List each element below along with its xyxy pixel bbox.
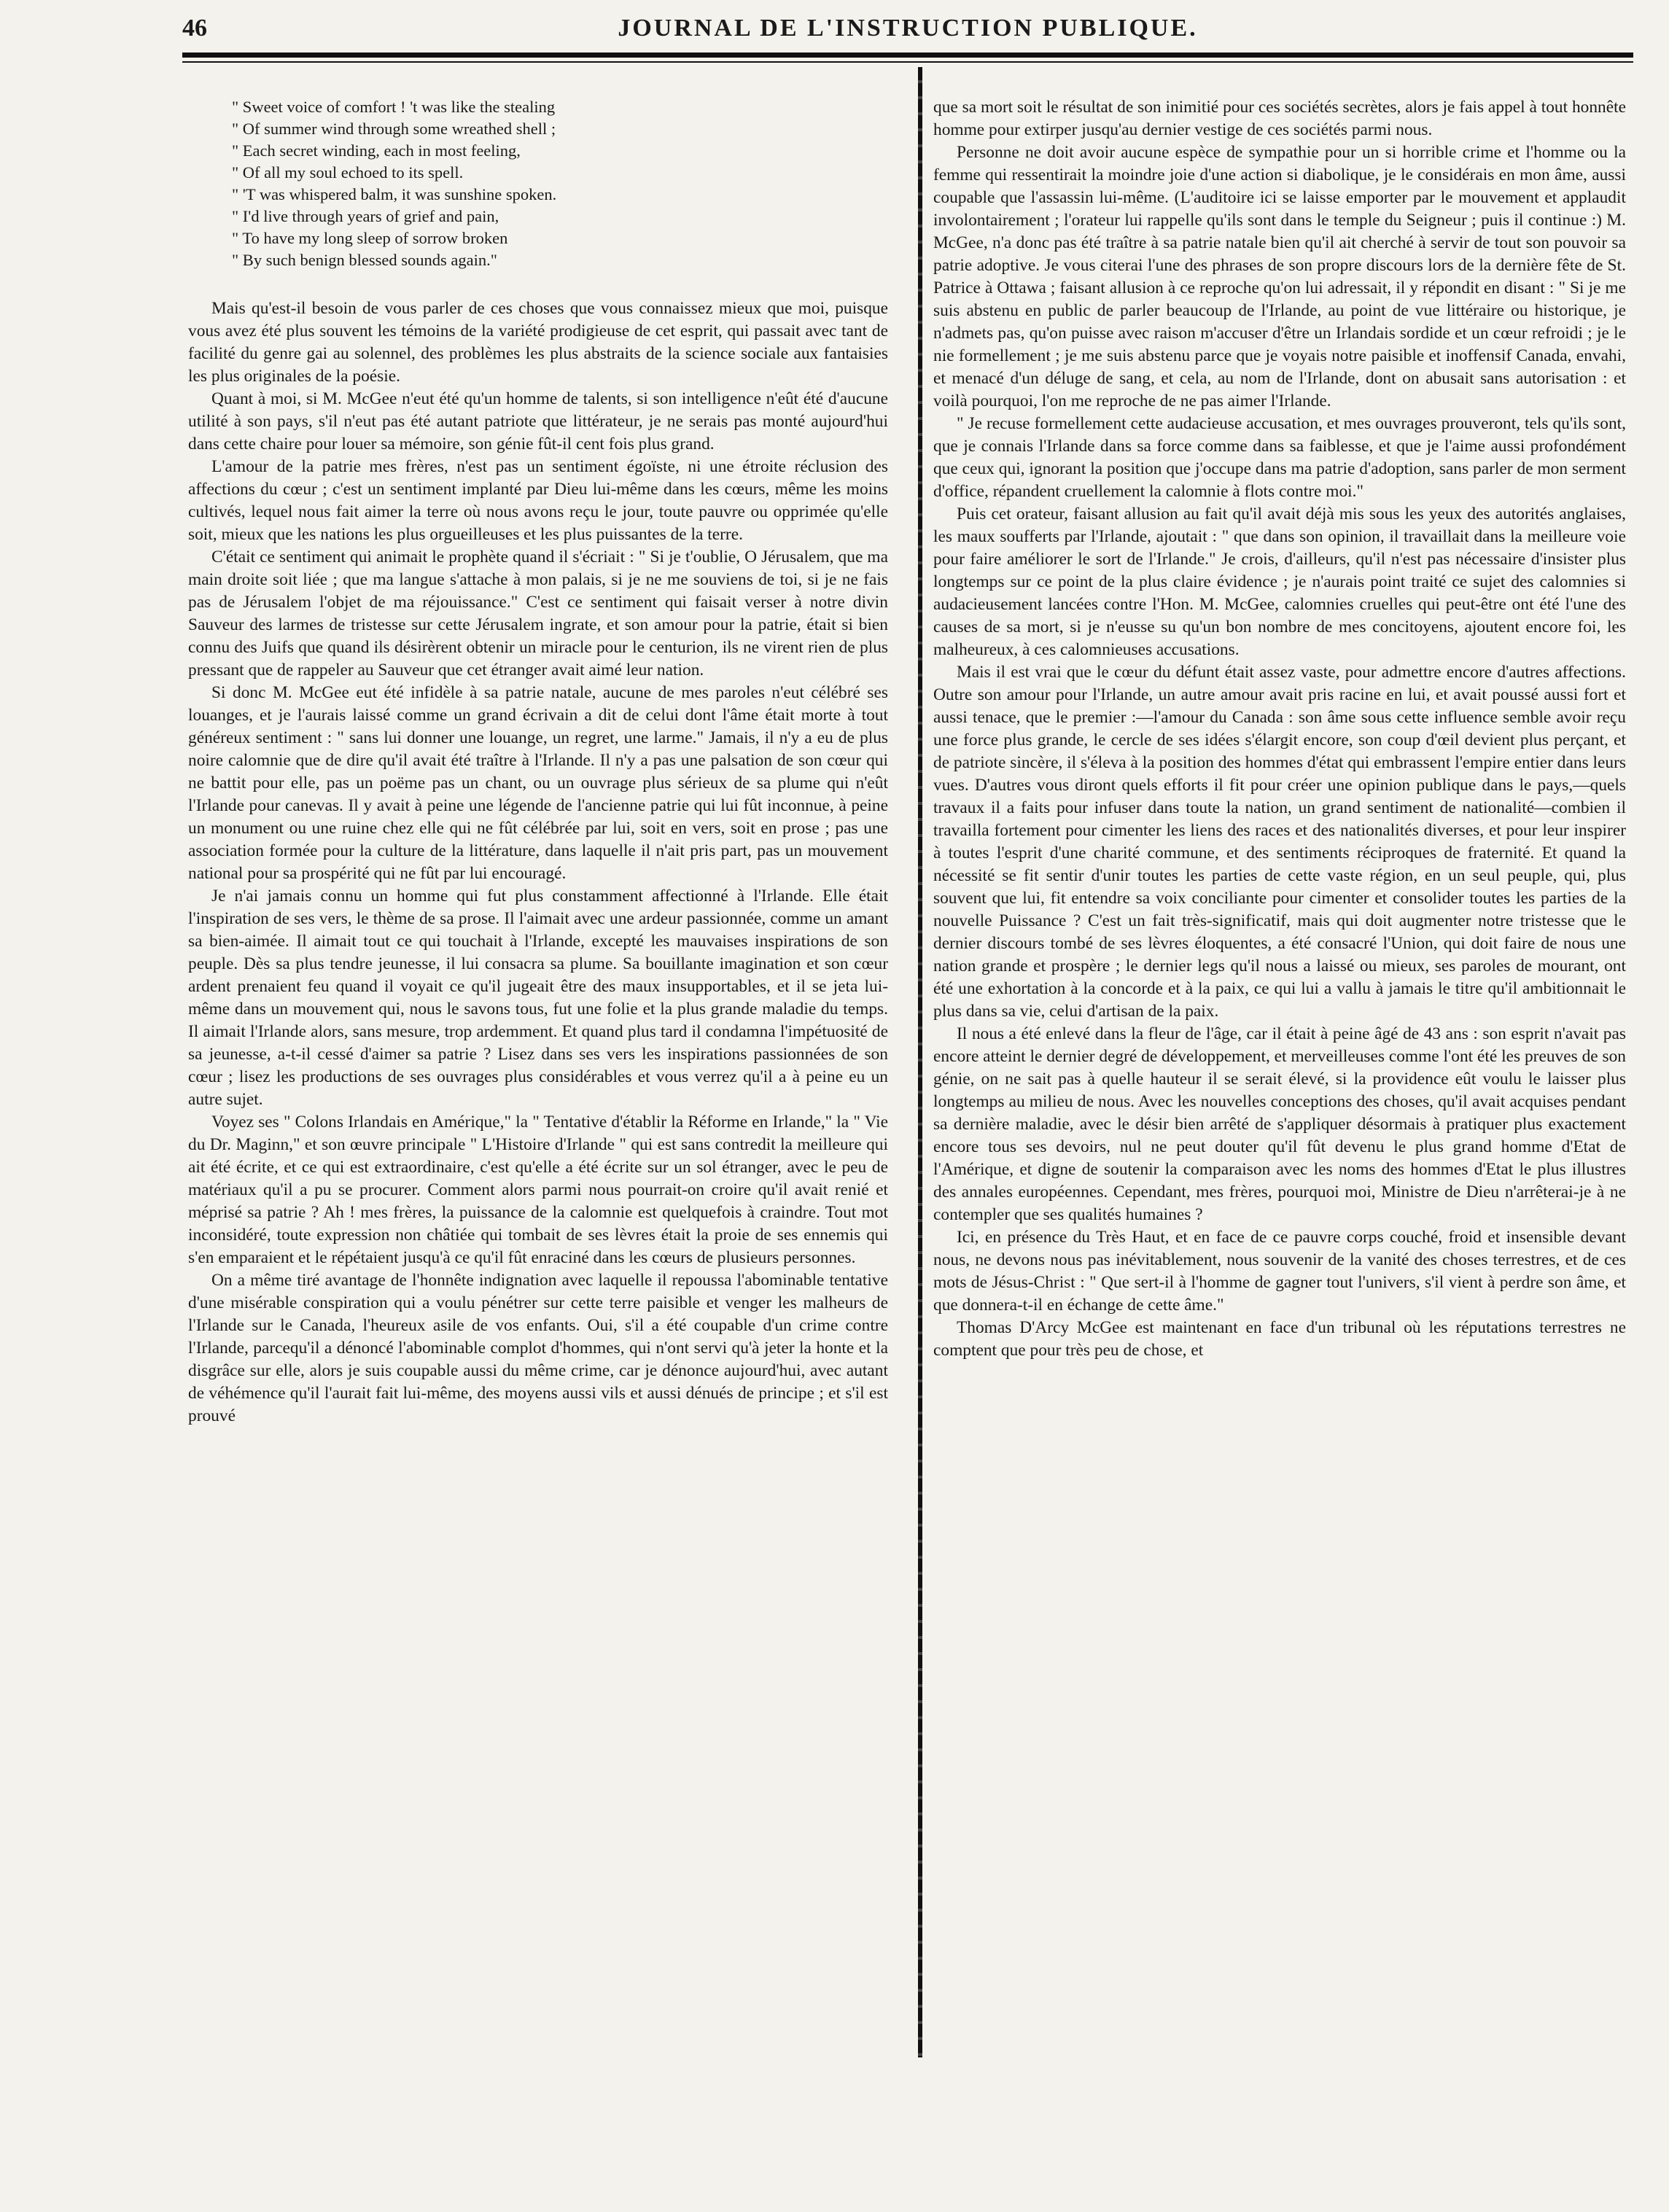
poem-quote <box>232 96 888 271</box>
poem-line: " To have my long sleep of sorrow broken <box>232 229 508 247</box>
column-divider <box>918 67 922 2057</box>
paragraph: Ici, en présence du Très Haut, et en face de ce pauvre corps couché, froid et insensible devant nous, ne devons nous pas inévitablement, nous souvenir de la vanité des choses terrestres, et de ces mots de Jésus-Christ : " Que sert-il à l'homme de gagner tout l'univers, s'il vient à perdre son âme, et que donnera-t-il en échange de cette âme." <box>933 1228 1626 1315</box>
poem-line: " I'd live through years of grief and pain, <box>232 207 499 225</box>
paragraph: Puis cet orateur, faisant allusion au fait qu'il avait déjà mis sous les yeux des autorités anglaises, les maux soufferts par l'Irlande, ajoutait : " que dans son opinion, il travaillait dans la meilleure voie pour faire améliorer le sort de l'Irlande." Je crois, d'ailleurs, qu'il n'est pas nécessaire d'insister plus longtemps sur ce point de la plus claire évidence ; je n'aurais point traité ce sujet des calomnies si audacieusement lancées contre l'Hon. M. McGee, calomnies cruelles qui peut-être ont été l'une des causes de sa mort, si je n'eusse su qu'un bon nombre de mes concitoyens, ajoutent encore foi, les malheureux, à ces calomnieuses accusations. <box>933 505 1626 659</box>
poem-line: " 'T was whispered balm, it was sunshine spoken. <box>232 185 557 203</box>
right-column <box>933 96 1626 1362</box>
paragraph: Il nous a été enlevé dans la fleur de l'âge, car il était à peine âgé de 43 ans : son esprit n'avait pas encore atteint le dernier degré de développement, et merveilleuses comme l'ont été les preuves de son génie, on ne sait pas à quelle hauteur il se serait élevé, si la providence eût voulu le laisser plus longtemps au milieu de nous. Avec les nouvelles conceptions des choses, qu'il avait acquises pendant sa dernière maladie, avec le désir bien arrêté de s'appliquer désormais à pratiquer plus exactement encore tous ses devoirs, nul ne peut douter qu'il fût devenu le plus grand homme d'Etat de l'Amérique, et digne de soutenir la comparaison avec les noms des hommes d'Etat le plus illustres des annales européennes. Cependant, mes frères, pourquoi moi, Ministre de Dieu n'arrêterai-je à ne contempler que ses qualités humaines ? <box>933 1024 1626 1224</box>
page-number: 46 <box>182 15 207 42</box>
poem-line: " Of summer wind through some wreathed shell ; <box>232 120 556 138</box>
paragraph: Voyez ses " Colons Irlandais en Amérique," la " Tentative d'établir la Réforme en Irlande," la " Vie du Dr. Maginn," et son œuvre principale " L'Histoire d'Irlande " qui est sans contredit la meilleure qui ait été écrite, et ce qui est extraordinaire, c'est qu'elle a été écrite sur un sol étranger, avec le peu de matériaux qu'il a pu se procurer. Comment alors parmi nous pourrait-on croire qu'il avait renié et méprisé sa patrie ? Ah ! mes frères, la puissance de la calomnie est quelquefois à craindre. Tout mot inconsidéré, toute expression non châtiée qui tombait de ses lèvres était la proie de ses ennemis qui s'en emparaient et le répétaient jusqu'à ce qu'il fût enraciné dans les cœurs de plusieurs personnes. <box>188 1113 888 1267</box>
poem-line: " Sweet voice of comfort ! 't was like the stealing <box>232 98 556 116</box>
paragraph-continued: que sa mort soit le résultat de son inimitié pour ces sociétés secrètes, alors je fais appel à tout honnête homme pour extirper jusqu'au dernier vestige de ces sociétés parmi nous. <box>933 98 1626 139</box>
poem-line: " Each secret winding, each in most feeling, <box>232 141 521 160</box>
poem-line: " By such benign blessed sounds again." <box>232 251 497 269</box>
header-rule-thick <box>182 52 1633 58</box>
poem-line: " Of all my soul echoed to its spell. <box>232 163 464 182</box>
paragraph: Mais il est vrai que le cœur du défunt était assez vaste, pour admettre encore d'autres affections. Outre son amour pour l'Irlande, un autre amour avait pris racine en lui, et avait poussé aussi fort et aussi tenace, que le premier :—l'amour du Canada : son âme sous cette influence semble avoir reçu une force plus grande, le cercle de ses idées s'élargit encore, son coup d'œil devient plus perçant, et de patriote sincère, il s'éleva à la position des hommes d'état qui embrassent l'empire entier dans leurs vues. D'autres vous diront quels efforts il fit pour créer une opinion publique dans le pays,—quels travaux il a faits pour infuser dans toute la nation, un grand sentiment de nationalité—combien il travailla fortement pour cimenter les liens des races et des nationalités diverses, et pour leur inspirer à toutes l'esprit d'une charité commune, et des sentiments réciproques de fraternité. Et quand la nécessité se fit sentir d'unir toutes les parties de cette vaste région, en un seul peuple, qui, plus souvent que lui, fit entendre sa voix conciliante pour cimenter et consolider toutes les parties de la nouvelle Puissance ? C'est un fait très-significatif, mais qui doit augmenter notre tristesse que le dernier discours tombé de ses lèvres éloquentes, a été consacré l'Union, qui doit faire de nous une nation grande et prospère ; le dernier legs qu'il nous a laissé ou mieux, ses paroles de mourant, ont été une exhortation à la concorde et à la paix, ce qui lui a vallu à jamais le titre qu'il ambitionnait le plus dans sa vie, celui d'artisan de la paix. <box>933 663 1626 1021</box>
paragraph: Mais qu'est-il besoin de vous parler de ces choses que vous connaissez mieux que moi, puisque vous avez été plus souvent les témoins de la variété prodigieuse de cet esprit, qui passait avec tant de facilité du genre gai au solennel, des problèmes les plus abstraits de la science sociale aux fantaisies les plus originales de la poésie. <box>188 299 888 386</box>
paragraph: Je n'ai jamais connu un homme qui fut plus constamment affectionné à l'Irlande. Elle était l'inspiration de ses vers, le thème de sa prose. Il l'aimait avec une ardeur passionnée, comme un amant sa bien-aimée. Il aimait tout ce qui touchait à l'Irlande, excepté les mauvaises inspirations de son peuple. Dès sa plus tendre jeunesse, il lui consacra sa plume. Sa bouillante imagination et son cœur ardent prenaient feu quand il voyait ce qu'il jugeait être des maux insupportables, et il se jeta lui-même dans un mouvement qui, nous le savons tous, fut une folie et la plus grande maladie du temps. Il aimait l'Irlande alors, sans mesure, trop ardemment. Et quand plus tard il condamna l'impétuosité de sa jeunesse, a-t-il cessé d'aimer sa patrie ? Lisez dans ses vers les inspirations passionnées de son cœur ; lisez les productions de ses ouvrages plus considérables et vous verrez qu'il a à peine eu un autre sujet. <box>188 887 888 1109</box>
page-header <box>182 15 1633 48</box>
paragraph: Personne ne doit avoir aucune espèce de sympathie pour un si horrible crime et l'homme ou la femme qui ressentirait la moindre joie d'une action si diabolique, je le considérais en mon âme, aussi coupable que l'assassin lui-même. (L'auditoire ici se laisse emporter par le mouvement et applaudit involontairement ; l'orateur lui rappelle qu'ils sont dans le temple du Seigneur ; puis il continue :) M. McGee, n'a donc pas été traître à sa patrie natale bien qu'il ait cherché à servir de tout son pouvoir sa patrie adoptive. Je vous citerai l'une des phrases de son propre discours lors de la dernière fête de St. Patrice à Ottawa ; faisant allusion à ce reproche qu'on lui adressait, il y répondit en disant : " Si je me suis abstenu en public de parler beaucoup de l'Irlande, au point de vue littéraire ou historique, je n'admets pas, qu'on puisse avec raison m'accuser d'être un Irlandais sordide et un cœur refroidi ; je le nie formellement ; je me suis abstenu parce que je voyais notre paisible et inoffensif Canada, envahi, et menacé d'un déluge de sang, et cela, au nom de l'Irlande, dont on abusait sans autorisation : et voilà pourquoi, l'on me reproche de ne pas aimer l'Irlande. <box>933 143 1626 410</box>
left-column <box>188 96 888 1428</box>
header-rule-thin <box>182 61 1633 63</box>
journal-title: JOURNAL DE L'INSTRUCTION PUBLIQUE. <box>618 15 1198 42</box>
paragraph: C'était ce sentiment qui animait le prophète quand il s'écriait : " Si je t'oublie, O Jérusalem, que ma main droite soit liée ; que ma langue s'attache à mon palais, si je ne me souviens de toi, si je ne fais pas de Jérusalem l'objet de ma réjouissance." C'est ce sentiment qui faisait verser à notre divin Sauveur des larmes de tristesse sur cette Jérusalem ingrate, et son amour pour la patrie, était si bien connu des Juifs que quand ils désirèrent obtenir un miracle pour le centurion, ils ne virent rien de plus pressant que de rappeler au Sauveur que cet étranger avait aimé leur nation. <box>188 548 888 679</box>
paragraph: L'amour de la patrie mes frères, n'est pas un sentiment égoïste, ni une étroite réclusion des affections du cœur ; c'est un sentiment implanté par Dieu lui-même dans les cœurs, même les moins cultivés, lequel nous fait aimer la terre où nous avons reçu le jour, toute pauvre ou opprimée qu'elle soit, mieux que les nations les plus orgueilleuses et les plus puissantes de la terre. <box>188 457 888 544</box>
paragraph: Quant à moi, si M. McGee n'eut été qu'un homme de talents, si son intelligence n'eût été d'aucune utilité à son pays, s'il n'eut pas été autant patriote que littérateur, je ne serais pas monté aujourd'hui dans cette chaire pour louer sa mémoire, son génie fût-il cent fois plus grand. <box>188 389 888 453</box>
paragraph: Thomas D'Arcy McGee est maintenant en face d'un tribunal où les réputations terrestres ne comptent que pour très peu de chose, et <box>933 1318 1626 1360</box>
paragraph: Si donc M. McGee eut été infidèle à sa patrie natale, aucune de mes paroles n'eut célébré ses louanges, et je l'aurais laissé comme un grand écrivain a dit de celui dont l'âme était morte à tout généreux sentiment : " sans lui donner une louange, un regret, une larme." Jamais, il n'y a eu de plus noire calomnie que de dire qu'il avait été traître à l'Irlande. Il n'y a pas une palsation de son cœur qui ne battit pour elle, pas un poëme pas un chant, ou un ouvrage plus sérieux de sa plume qui n'eût l'Irlande pour canevas. Il y avait à peine une légende de l'ancienne patrie qui lui fût inconnue, à peine un monument ou une ruine chez elle qui ne fût célébrée par lui, soit en vers, soit en prose ; pas une association formée pour la culture de la littérature, dans laquelle il n'ait pris part, pas un mouvement national pour sa prospérité qui ne fût par lui encouragé. <box>188 683 888 883</box>
paragraph: " Je recuse formellement cette audacieuse accusation, et mes ouvrages prouveront, tels qu'ils sont, que je connais l'Irlande dans sa force comme dans sa faiblesse, et que je l'aime aussi profondément que ceux qui, ignorant la position que j'occupe dans ma patrie d'adoption, sans parler de mon serment d'office, répandent cruellement la calomnie à flots contre moi." <box>933 414 1626 501</box>
paragraph: On a même tiré avantage de l'honnête indignation avec laquelle il repoussa l'abominable tentative d'une misérable conspiration qui a voulu pénétrer sur cette terre paisible et venger les malheurs de l'Irlande sur le Canada, l'heureux asile de vos enfants. Oui, s'il a été coupable d'un crime contre l'Irlande, parcequ'il a dénoncé l'abominable complot d'hommes, qui n'ont servi qu'à jeter la honte et la disgrâce sur elle, alors je suis coupable aussi du même crime, car je dénonce aujourd'hui, avec autant de véhémence qu'il l'aurait fait lui-même, des moyens aussi vils et aussi dénués de principe ; et s'il est prouvé <box>188 1271 888 1425</box>
